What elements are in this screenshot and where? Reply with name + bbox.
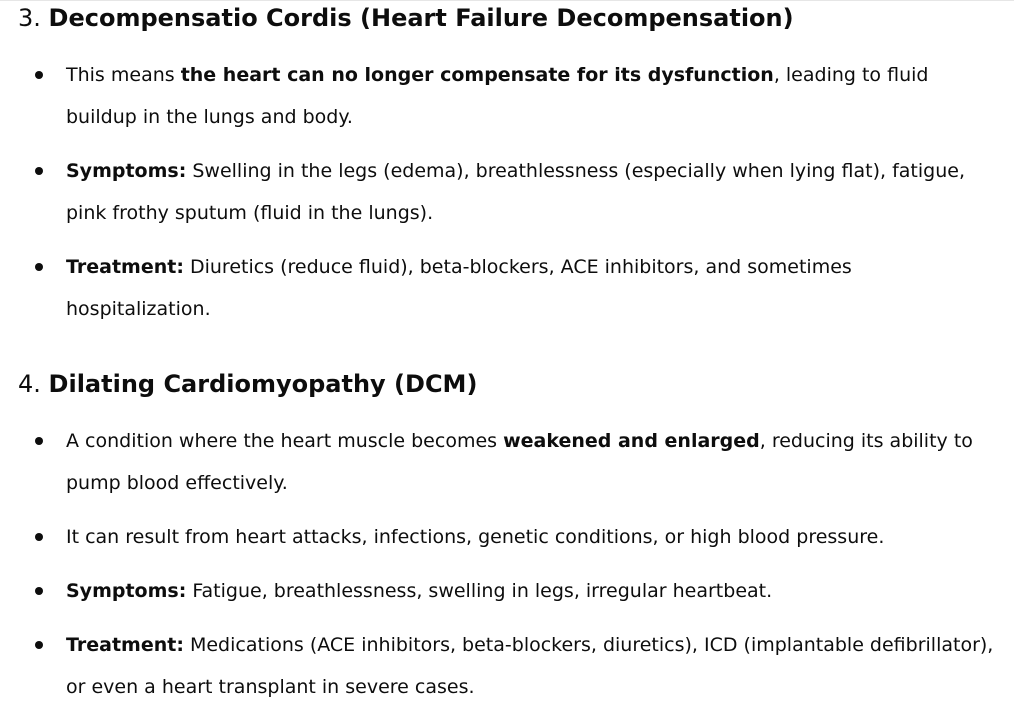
item-bold: Treatment: bbox=[66, 256, 184, 278]
section-heading bbox=[18, 0, 1008, 36]
item-text: Fatigue, breathlessness, swelling in legs, irregular heartbeat. bbox=[186, 580, 773, 602]
item-text: It can result from heart attacks, infections, genetic conditions, or high blood pressure. bbox=[66, 526, 885, 548]
item-text: Medications (ACE inhibitors, beta-blockers, diuretics), ICD (implantable defibrillator), or even a heart transplant in severe cases. bbox=[66, 634, 994, 698]
section-number: 4. bbox=[18, 370, 41, 398]
item-text: Swelling in the legs (edema), breathlessness (especially when lying flat), fatigue, pink frothy sputum (fluid in the lungs). bbox=[66, 160, 965, 224]
item-text: , reducing its ability to pump blood effectively. bbox=[66, 430, 973, 494]
item-text: This means bbox=[66, 64, 181, 86]
list-item bbox=[18, 420, 1001, 504]
item-bold: Symptoms: bbox=[66, 160, 187, 182]
section-title: Decompensatio Cordis (Heart Failure Decompensation) bbox=[48, 4, 794, 32]
list-item bbox=[18, 54, 986, 138]
list-item bbox=[18, 570, 1001, 612]
item-text: A condition where the heart muscle becomes bbox=[66, 430, 504, 452]
list-item bbox=[18, 516, 1001, 558]
item-bold: the heart can no longer compensate for its dysfunction bbox=[180, 64, 774, 86]
bullet-list bbox=[18, 420, 1008, 708]
section-title: Dilating Cardiomyopathy (DCM) bbox=[48, 370, 478, 398]
item-bold: weakened and enlarged bbox=[503, 430, 760, 452]
item-bold: Symptoms: bbox=[66, 580, 187, 602]
list-item bbox=[18, 150, 986, 234]
bullet-list bbox=[18, 54, 1008, 330]
section-heading bbox=[18, 366, 1008, 402]
section-dilating-cardiomyopathy bbox=[18, 366, 1008, 708]
item-bold: Treatment: bbox=[66, 634, 184, 656]
item-text: , leading to fluid buildup in the lungs and body. bbox=[66, 64, 929, 128]
list-item bbox=[18, 624, 1001, 708]
item-text: Diuretics (reduce fluid), beta-blockers, ACE inhibitors, and sometimes hospitalization. bbox=[66, 256, 852, 320]
list-item bbox=[18, 246, 986, 330]
section-decompensatio-cordis bbox=[18, 0, 1008, 330]
section-number: 3. bbox=[18, 4, 41, 32]
